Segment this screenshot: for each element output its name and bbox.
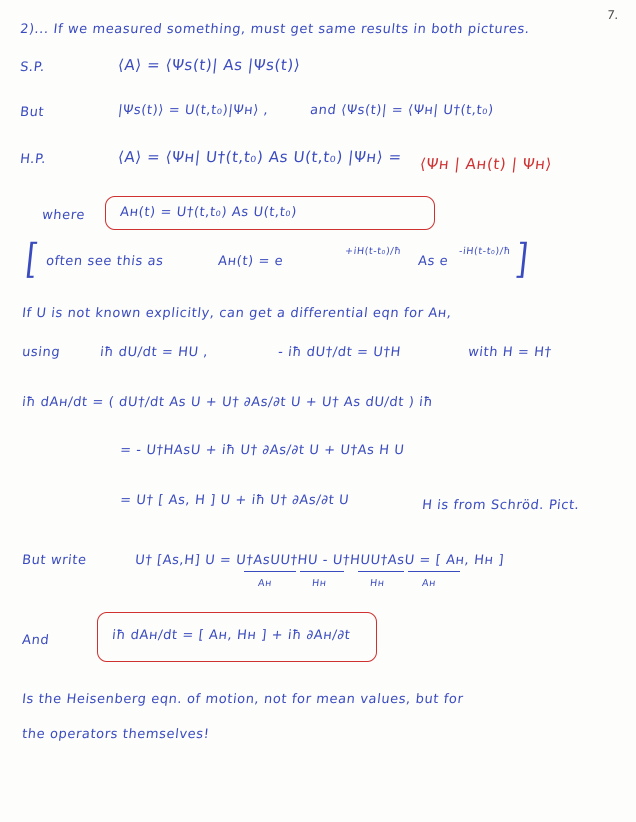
note-line-13-equation: iħ dAн/dt = [ Aн, Hн ] + iħ ∂Aн/∂t: [111, 628, 352, 643]
underbrace-label-2: Hн: [311, 578, 328, 589]
label-but: But: [19, 105, 45, 120]
label-and: And: [21, 633, 51, 648]
underbrace-label-1: Aн: [257, 578, 273, 589]
note-line-6c: As e: [417, 254, 450, 269]
note-line-14: Is the Heisenberg eqn. of motion, not for mean values, but for: [21, 692, 465, 707]
label-but-write: But write: [21, 553, 88, 568]
note-line-10: = - U†HAsU + iħ U† ∂As/∂t U + U†As H U: [119, 443, 406, 458]
note-line-4b-highlight: ⟨Ψн | Aн(t) | Ψн⟩: [419, 155, 553, 173]
note-line-1: 2)... If we measured something, must get same results in both pictures.: [19, 22, 531, 37]
underbrace-label-4: Aн: [421, 578, 437, 589]
underline-AH-2: [408, 571, 460, 572]
note-line-2-expectation: ⟨A⟩ = ⟨Ψs(t)| As |Ψs(t)⟩: [117, 56, 302, 74]
note-line-6c-exponent: -iH(t-t₀)/ħ: [458, 246, 512, 257]
label-where: where: [41, 208, 86, 223]
note-line-6b: Aн(t) = e: [217, 254, 285, 269]
right-square-bracket: ]: [513, 235, 531, 284]
left-square-bracket: [: [23, 235, 41, 284]
page-number: 7.: [605, 8, 619, 22]
underbrace-label-3: Hн: [369, 578, 386, 589]
underline-HH-1: [300, 571, 344, 572]
note-line-12: U† [As,H] U = U†AsUU†HU - U†HUU†AsU = [ Aн, Hн ]: [134, 553, 505, 568]
note-line-11b-comment: H is from Schröd. Pict.: [421, 498, 581, 513]
label-heisenberg-picture: H.P.: [19, 152, 47, 167]
note-line-9: iħ dAн/dt = ( dU†/dt As U + U† ∂As/∂t U + U† As dU/dt ) iħ: [21, 395, 434, 410]
underline-AH-1: [244, 571, 296, 572]
note-line-15: the operators themselves!: [21, 727, 211, 742]
note-line-5-definition: Aн(t) = U†(t,t₀) As U(t,t₀): [119, 205, 298, 220]
note-line-6a: often see this as: [45, 254, 165, 269]
label-using: using: [21, 345, 61, 360]
note-line-6b-exponent: +iH(t-t₀)/ħ: [344, 246, 402, 257]
note-line-11a: = U† [ As, H ] U + iħ U† ∂As/∂t U: [119, 493, 350, 508]
note-line-7: If U is not known explicitly, can get a differential eqn for Aн,: [21, 306, 453, 321]
note-line-8b: - iħ dU†/dt = U†H: [277, 345, 402, 360]
note-line-4a: ⟨A⟩ = ⟨Ψн| U†(t,t₀) As U(t,t₀) |Ψн⟩ =: [117, 148, 403, 166]
note-line-8a: iħ dU/dt = HU ,: [99, 345, 209, 360]
note-line-8c: with H = H†: [467, 345, 553, 360]
note-line-3a-state: |Ψs(t)⟩ = U(t,t₀)|Ψн⟩ ,: [117, 103, 270, 118]
label-schrodinger-picture: S.P.: [19, 60, 46, 75]
note-line-3b-bra: and ⟨Ψs(t)| = ⟨Ψн| U†(t,t₀): [309, 103, 495, 118]
underline-HH-2: [358, 571, 404, 572]
